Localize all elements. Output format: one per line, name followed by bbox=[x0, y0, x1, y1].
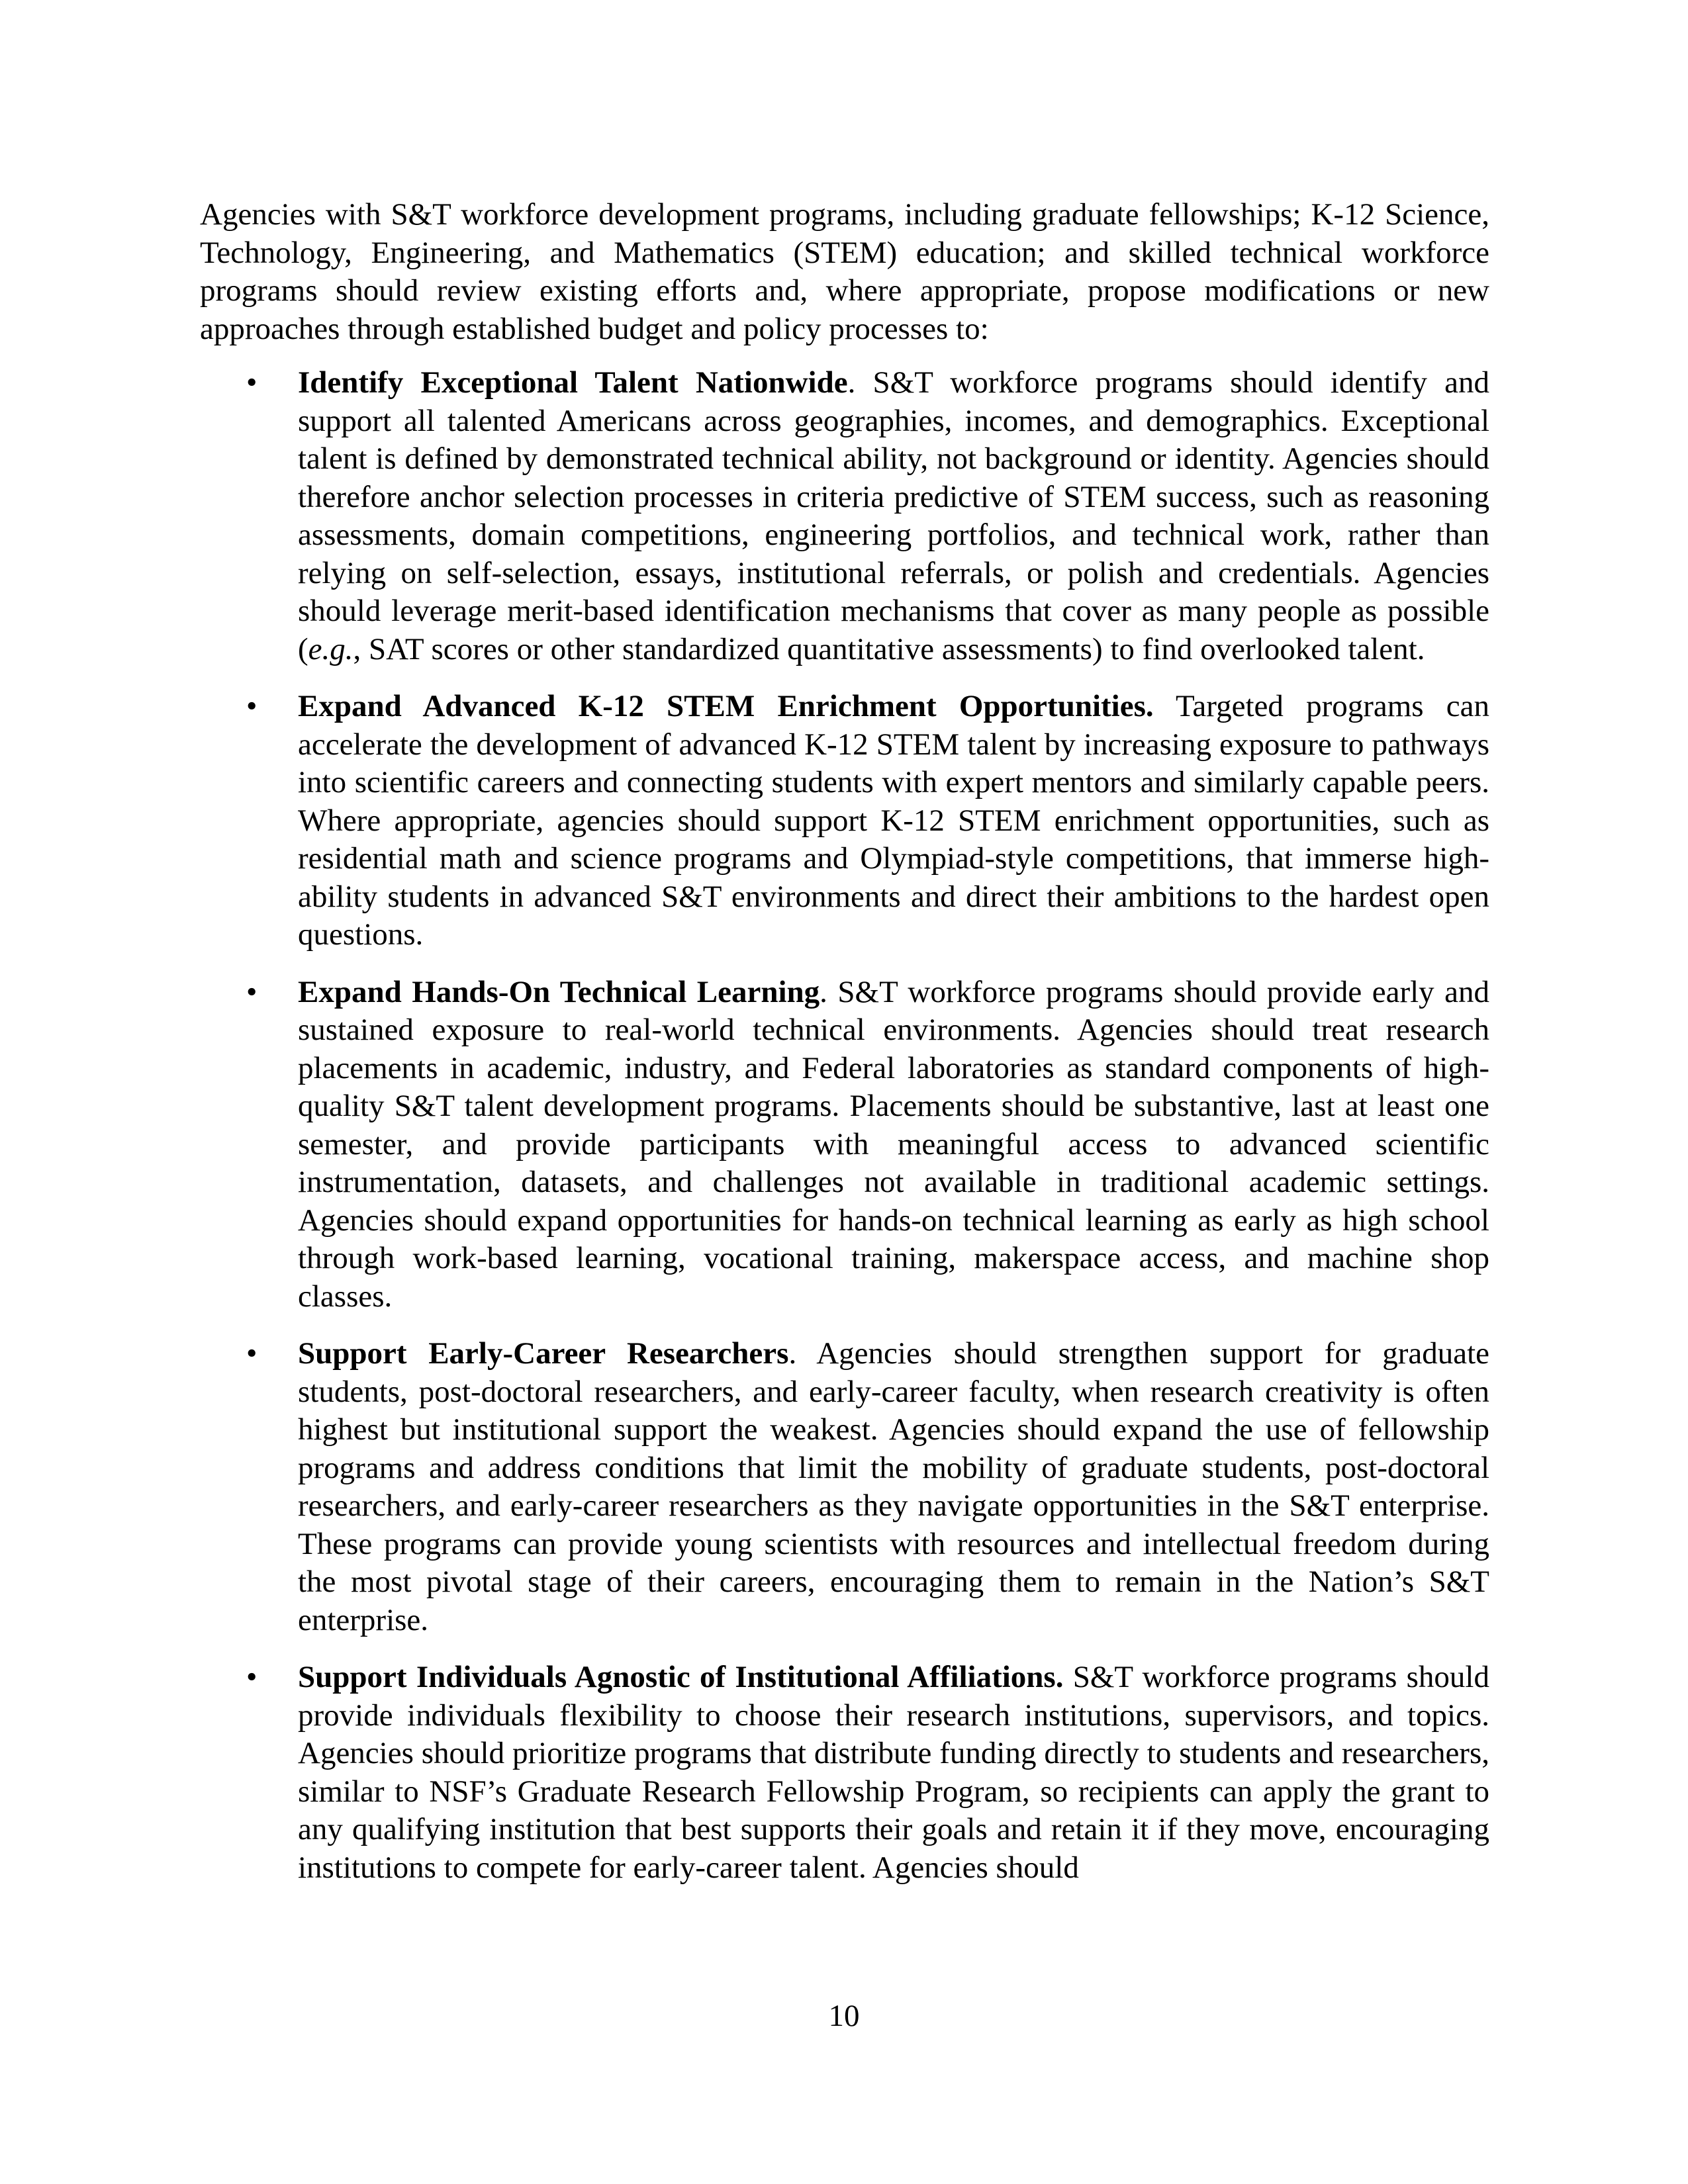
bullet-icon: • bbox=[246, 689, 258, 723]
list-item-text-continued: , SAT scores or other standardized quantitative assessments) to find overlooked talent. bbox=[353, 631, 1425, 666]
list-item-k12-enrichment bbox=[200, 688, 1489, 954]
list-item-text: S&T workforce programs should provide individuals flexibility to choose their research institutions, supervisors, and topics. Agencies should prioritize programs that distribute funding directly to students and researchers, similar to NSF’s Graduate Research Fellowship Program, so recipients can apply the grant to any qualifying institution that best supports their goals and retain it if they move, encouraging institutions to compete for early-career talent. Agencies should bbox=[298, 1660, 1489, 1885]
page-number: 10 bbox=[828, 1999, 860, 2033]
list-item-text: . Agencies should strengthen support for graduate students, post-doctoral researchers, and early-career faculty, when research creativity is often highest but institutional support the weakest. Agencies should expand the use of fellowship programs and address conditions that limit the mobility of graduate students, post-doctoral researchers, and early-career researchers as they navigate opportunities in the S&T enterprise. These programs can provide young scientists with resources and intellectual freedom during the most pivotal stage of their careers, encouraging them to remain in the Nation’s S&T enterprise. bbox=[298, 1336, 1489, 1637]
bullet-icon: • bbox=[246, 1336, 258, 1371]
list-item-early-career bbox=[200, 1335, 1489, 1639]
list-item-heading: Expand Advanced K-12 STEM Enrichment Opportunities. bbox=[298, 689, 1154, 723]
list-item-text: Targeted programs can accelerate the development of advanced K-12 STEM talent by increasing exposure to pathways into scientific careers and connecting students with expert mentors and similarly capable peers. Where appropriate, agencies should support K-12 STEM enrichment opportunities, such as residential math and science programs and Olympiad-style competitions, that immerse high-ability students in advanced S&T environments and direct their ambitions to the hardest open questions. bbox=[298, 689, 1489, 952]
recommendation-list bbox=[200, 364, 1489, 1887]
list-item-hands-on-learning bbox=[200, 974, 1489, 1316]
list-item-italic-text: e.g. bbox=[308, 631, 353, 666]
list-item-heading: Identify Exceptional Talent Nationwide bbox=[298, 365, 848, 400]
bullet-icon: • bbox=[246, 365, 258, 400]
list-item-identify-talent bbox=[200, 364, 1489, 668]
intro-paragraph: Agencies with S&T workforce development programs, including graduate fellowships; K-12 Science, Technology, Engineering, and Mathematics (STEM) education; and skilled technical workforce programs should review existing efforts and, where appropriate, propose modifications or new approaches through established budget and policy processes to: bbox=[200, 197, 1489, 346]
list-item-heading: Expand Hands-On Technical Learning bbox=[298, 974, 820, 1009]
list-item-heading: Support Early-Career Researchers bbox=[298, 1336, 789, 1371]
list-item-text: . S&T workforce programs should identify and support all talented Americans across geographies, incomes, and demographics. Exceptional talent is defined by demonstrated technical ability, not background or identity. Agencies should therefore anchor selection processes in criteria predictive of STEM success, such as reasoning assessments, domain competitions, engineering portfolios, and technical work, rather than relying on self-selection, essays, institutional referrals, or polish and credentials. Agencies should leverage merit-based identification mechanisms that cover as many people as possible ( bbox=[298, 365, 1490, 666]
list-item-heading: Support Individuals Agnostic of Institutional Affiliations. bbox=[298, 1660, 1064, 1694]
bullet-icon: • bbox=[246, 1660, 258, 1694]
bullet-icon: • bbox=[246, 974, 258, 1009]
document-body bbox=[200, 196, 1489, 1906]
list-item-text: . S&T workforce programs should provide early and sustained exposure to real-world technical environments. Agencies should treat research placements in academic, industry, and Federal laboratories as standard components of high-quality S&T talent development programs. Placements should be substantive, last at least one semester, and provide participants with meaningful access to advanced scientific instrumentation, datasets, and challenges not available in traditional academic settings. Agencies should expand opportunities for hands-on technical learning as early as high school through work-based learning, vocational training, makerspace access, and machine shop classes. bbox=[298, 974, 1489, 1314]
list-item-institution-agnostic bbox=[200, 1659, 1489, 1887]
